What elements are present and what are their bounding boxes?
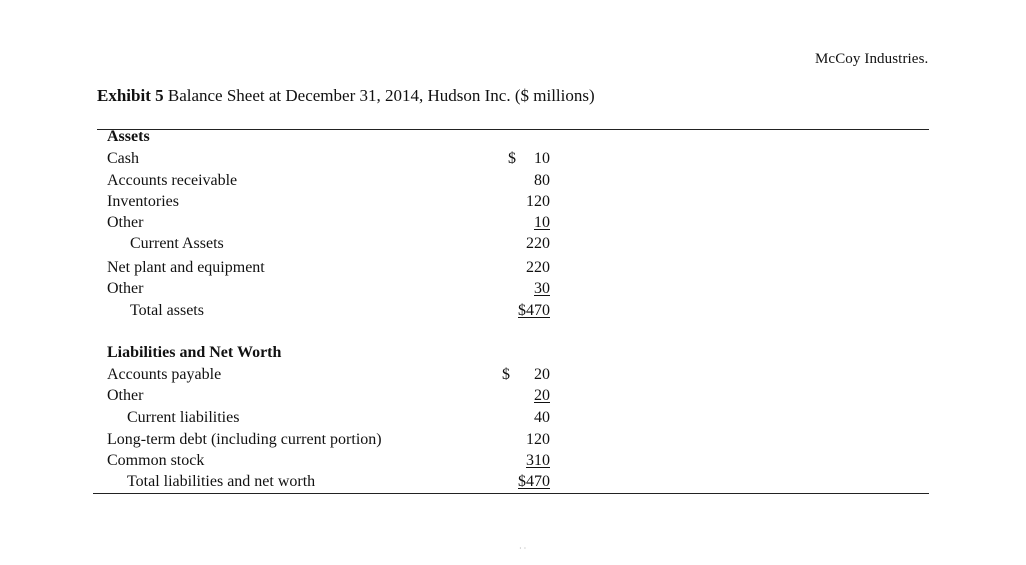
table-row — [0, 280, 1026, 300]
row-value: $470 — [518, 302, 550, 319]
row-label: Cash — [107, 150, 139, 167]
row-value: 30 — [534, 280, 550, 297]
assets-heading: Assets — [107, 128, 150, 145]
table-row — [0, 452, 1026, 472]
dollar-sign: $ — [502, 366, 510, 383]
table-row — [0, 259, 1026, 279]
row-label: Inventories — [107, 193, 179, 210]
table-row — [0, 193, 1026, 213]
row-label: Accounts receivable — [107, 172, 238, 189]
row-label: Common stock — [107, 452, 205, 469]
row-label: Net plant and equipment — [107, 259, 265, 276]
row-value: 20 — [534, 387, 550, 404]
row-label: Current Assets — [130, 235, 224, 252]
table-row — [0, 431, 1026, 451]
row-value: 20 — [534, 366, 550, 383]
liabilities-heading: Liabilities and Net Worth — [107, 344, 282, 361]
dollar-sign: $ — [508, 150, 516, 167]
row-label: Total assets — [130, 302, 204, 319]
row-value: 120 — [526, 193, 550, 210]
table-row — [0, 172, 1026, 192]
company-name: McCoy Industries. — [815, 51, 929, 67]
row-label: Other — [107, 214, 144, 231]
row-label: Current liabilities — [127, 409, 240, 426]
row-label: Long-term debt (including current portion) — [107, 431, 382, 448]
row-value: 220 — [526, 235, 550, 252]
assets-heading-row — [0, 128, 1026, 148]
table-row — [0, 302, 1026, 322]
bottom-rule — [93, 493, 929, 494]
exhibit-title-text: Balance Sheet at December 31, 2014, Hudson Inc. ($ millions) — [167, 86, 595, 105]
row-label: Other — [107, 387, 144, 404]
liabilities-heading-row — [0, 344, 1026, 364]
table-row — [0, 235, 1026, 255]
row-label: Accounts payable — [107, 366, 222, 383]
table-row — [0, 150, 1026, 170]
table-row — [0, 214, 1026, 234]
table-row — [0, 366, 1026, 386]
row-value: $470 — [518, 473, 550, 490]
row-label: Total liabilities and net worth — [127, 473, 316, 490]
row-value: 310 — [526, 452, 550, 469]
row-value: 120 — [526, 431, 550, 448]
exhibit-title — [97, 86, 595, 106]
row-value: 10 — [534, 214, 550, 231]
row-value: 40 — [534, 409, 550, 426]
row-label: Other — [107, 280, 144, 297]
row-value: 80 — [534, 172, 550, 189]
stray-mark: · · — [519, 544, 527, 553]
row-value: 220 — [526, 259, 550, 276]
table-row — [0, 409, 1026, 429]
table-row — [0, 387, 1026, 407]
exhibit-label: Exhibit 5 — [97, 86, 164, 105]
table-row — [0, 473, 1026, 493]
row-value: 10 — [534, 150, 550, 167]
